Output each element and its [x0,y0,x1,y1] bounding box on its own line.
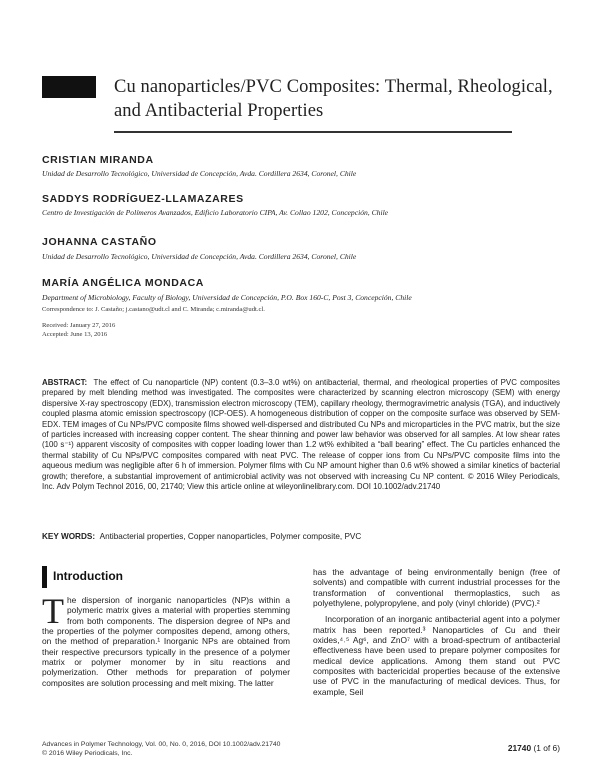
page-number [508,743,560,753]
article-id: 21740 [507,743,532,753]
abstract-label: ABSTRACT: [42,378,88,387]
abstract [42,378,560,492]
title-divider [114,131,512,133]
title-bar-decoration [42,76,96,98]
section-title: Introduction [53,569,123,583]
correspondence: Correspondence to: J. Castaño; j.castano@udt.cl and C. Miranda; c.miranda@udt.cl. [42,306,265,313]
paragraph: has the advantage of being environmentally benign (free of solvents) and compatible with current industrial processes for the transformation of conventional thermoplastics, such as polyethylene, polypropylene, and poly (vinyl chloride) (PVC).² [313,567,560,609]
footer-copyright: © 2016 Wiley Periodicals, Inc. [42,750,133,758]
author-name: MARÍA ANGÉLICA MONDACA [42,277,204,289]
intro-paragraph: he dispersion of inorganic nanoparticles (NP)s within a polymeric matrix gives a material with properties stemming from both components. The dispersion degree of NPs and the properties of the polymer composites depend, among others, on the method of preparation.¹ Inorganic NPs are obtained from their respective precursors typically in the presence of a polymer matrix or polymer monomer by in situ reactions and polymerization. Other methods for preparation of polymer composites are solution processing and melt mixing. The latter [42,595,290,688]
accepted-date: Accepted: June 13, 2016 [42,331,108,338]
author-affiliation: Centro de Investigación de Polímeros Avanzados, Edificio Laboratorio CIPA, Av. Collao 1202, Concepción, Chile [42,208,389,217]
author-affiliation: Department of Microbiology, Faculty of Biology, Universidad de Concepción, P.O. Box 160-C, Post 3, Concepción, Chile [42,293,412,302]
paragraph: Incorporation of an inorganic antibacterial agent into a polymer matrix has been reported.³ Nanoparticles of Cu and their oxides,⁴˒⁵ Ag⁶, and ZnO⁷ with a broad-spectrum of antibacterial effectiveness have been used to prepare polymer composites for medical device applications. Among them stand out PVC composites with bactericidal properties because of the extensive use of PVC in the manufacturing of medical devices. Thus, for example, Seil [313,614,560,697]
body-column-right [313,567,560,697]
keywords-label: KEY WORDS: [42,532,96,541]
author-affiliation: Unidad de Desarrollo Tecnológico, Universidad de Concepción, Avda. Cordillera 2634, Coronel, Chile [42,252,357,261]
author-name: SADDYS RODRÍGUEZ-LLAMAZARES [42,193,244,205]
article-title: Cu nanoparticles/PVC Composites: Thermal, Rheological, and Antibacterial Properties [114,77,553,121]
dropcap: T [42,591,64,631]
section-bar-decoration [42,566,47,588]
footer-journal: Advances in Polymer Technology, Vol. 00, No. 0, 2016, DOI 10.1002/adv.21740 [42,741,281,748]
received-date: Received: January 27, 2016 [42,322,116,329]
keywords [42,532,560,541]
author-name: JOHANNA CASTAÑO [42,236,157,248]
author-name: CRISTIAN MIRANDA [42,154,154,166]
footer-citation [42,740,280,759]
abstract-text: The effect of Cu nanoparticle (NP) content (0.3–3.0 wt%) on antibacterial, thermal, and rheological properties of PVC composites prepared by melt blending method was investigated. The composites were characterized by scanning electron microscopy (SEM) with energy dispersive X-ray spectroscopy (EDX), transmission electron microscopy (TEM), capillary rheology, thermogravimetric analysis (TGA), and inductively coupled plasma atomic emission spectroscopy (ICP-OES). A homogeneous distribution of copper on the composite surface was observed by SEM-EDX. TEM images of Cu NPs/PVC composite films showed well-dispersed and distributed Cu NPs and microparticles in the PVC matrix, but the size of particles increased with increasing copper content. The shear thinning and power law behavior was observed for all samples. At low shear rates (100 s⁻¹) apparent viscosity of composites with copper loading lower than 1.2 wt% exhibited a “ball bearing” effect. The Cu particles enhanced the thermal stability of Cu NPs/PVC composites compared with neat PVC. The release of copper ions from Cu NPs/PVC composite films into the aqueous medium was negligible after 6 h of immersion. Polymer films with Cu NP amount higher than 0.6 wt% showed a similar kinetics of bacterial growth; therefore, a substantial improvement of antimicrobial activity was not observed with increasing Cu NP content. © 2016 Wiley Periodicals, Inc. Adv Polym Technol 2016, 00, 21740; View this article online at wileyonlinelibrary.com. DOI 10.1002/adv.21740 [42,378,560,492]
page-of: (1 of 6) [533,743,560,753]
keywords-text: Antibacterial properties, Copper nanoparticles, Polymer composite, PVC [99,532,362,541]
author-affiliation: Unidad de Desarrollo Tecnológico, Universidad de Concepción, Avda. Cordillera 2634, Coronel, Chile [42,169,357,178]
body-column-left [42,591,290,688]
